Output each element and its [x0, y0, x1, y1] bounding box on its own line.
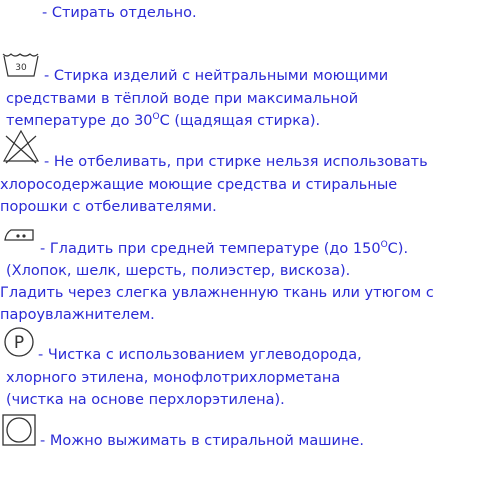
bleach-line-2: хлоросодержащие моющие средства и стиральные — [0, 177, 398, 193]
bleach-line-1: - Не отбеливать, при стирке нельзя использовать — [44, 154, 428, 170]
dry-clean-p-icon — [3, 326, 35, 358]
spin-line-1: - Можно выжимать в стиральной машине. — [40, 433, 364, 449]
iron-line-1-a: - Гладить при средней температуре (до 150 — [40, 241, 381, 257]
iron-line-2: (Хлопок, шелк, шерсть, полиэстер, вискоза). — [6, 263, 351, 279]
do-not-bleach-icon — [2, 128, 40, 164]
wash-30-icon — [2, 52, 40, 78]
wash-30-line-3-b: C (щадящая стирка). — [159, 113, 321, 129]
iron-line-4: пароувлажнителем. — [0, 307, 155, 323]
wash-30-label: 30 — [15, 63, 27, 73]
wash-30-line-2: средствами в тёплой воде при максимальной — [6, 91, 359, 107]
degree-mark-iron: O — [380, 240, 388, 251]
wash-30-line-3 — [6, 112, 320, 130]
tumble-spin-icon — [2, 414, 36, 446]
iron-line-1-b: C). — [387, 241, 409, 257]
dryclean-line-1: - Чистка с использованием углеводорода, — [38, 347, 362, 363]
bleach-line-3: порошки с отбеливателями. — [0, 199, 217, 215]
iron-line-3: Гладить через слегка увлажненную ткань или утюгом с — [0, 285, 434, 301]
degree-mark: O — [152, 112, 160, 123]
iron-line-1 — [40, 240, 408, 258]
dryclean-line-3: (чистка на основе перхлорэтилена). — [6, 392, 285, 408]
wash-30-line-1: - Стирка изделий с нейтральными моющими — [44, 68, 389, 84]
iron-medium-icon — [3, 226, 39, 242]
wash-30-line-3-a: температуре до 30 — [6, 113, 153, 129]
separate-wash-text: - Стирать отдельно. — [42, 5, 197, 21]
dry-clean-label: P — [13, 333, 25, 353]
dryclean-line-2: хлорного этилена, монофлотрихлорметана — [6, 370, 341, 386]
